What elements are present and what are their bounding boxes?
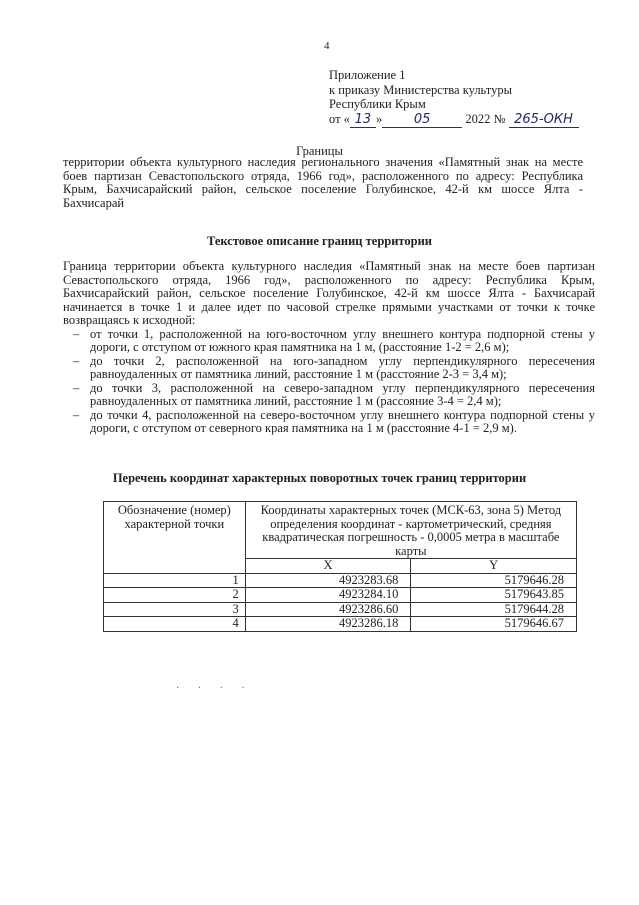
list-item — [63, 409, 595, 436]
header-y: Y — [411, 559, 577, 574]
point-number: 1 — [104, 573, 246, 588]
document-number: 265-ОКН — [509, 113, 579, 129]
description-block — [63, 260, 595, 436]
date-prefix: от « — [329, 111, 350, 126]
annex-line-2: к приказу Министерства культуры — [329, 82, 512, 97]
scan-marks-decoration: · · · · — [176, 683, 253, 694]
header-point-label: Обозначение (номер) характерной точки — [104, 502, 246, 574]
date-year-number: 2022 № — [465, 111, 506, 126]
list-item-text: до точки 2, расположенной на юго-западном углу перпендикулярного пересечения равноудаленных от памятника линий, расстояние 1 м (расстояние 2-3 = 3,4 м); — [90, 353, 595, 381]
coord-x: 4923286.60 — [245, 602, 411, 617]
header-coordinates-label: Координаты характерных точек (МСК-63, зона 5) Метод определения координат - картометрический, средняя квадратическая погрешность - 0,0005 метра в масштабе карты — [245, 502, 576, 559]
list-item-text: от точки 1, расположенной на юго-восточном углу внешнего контура подпорной стены у дороги, с отступом от южного края памятника на 1 м, (расстояние 1-2 = 2,6 м); — [90, 326, 595, 354]
annex-line-1: Приложение 1 — [329, 68, 406, 82]
list-item — [63, 355, 595, 382]
point-number: 2 — [104, 588, 246, 603]
list-item-text: до точки 4, расположенной на северо-восточном углу внешнего контура подпорной стены у дороги, с отступом от северного края памятника на 1 м (расстояние 4-1 = 2,9 м). — [90, 407, 595, 435]
annex-line-3: Республики Крым — [329, 97, 426, 111]
table-row — [104, 602, 577, 617]
table-row — [104, 588, 577, 603]
bullet-dash: – — [73, 380, 80, 395]
point-number: 3 — [104, 602, 246, 617]
section-title-coordinates: Перечень координат характерных поворотных точек границ территории — [112, 471, 527, 485]
bullet-dash: – — [73, 326, 80, 341]
annex-block — [329, 68, 579, 128]
heading-granitsy: Границы — [296, 144, 343, 158]
section-title-description: Текстовое описание границ территории — [206, 234, 433, 248]
list-item — [63, 382, 595, 409]
coord-x: 4923286.18 — [245, 617, 411, 632]
coordinates-table — [103, 501, 577, 632]
coord-y: 5179643.85 — [411, 588, 577, 603]
date-mid: » — [375, 111, 383, 126]
header-x: X — [245, 559, 411, 574]
coord-y: 5179646.28 — [411, 573, 577, 588]
coord-y: 5179646.67 — [411, 617, 577, 632]
bullet-dash: – — [73, 353, 80, 368]
description-paragraph: Граница территории объекта культурного наследия «Памятный знак на месте боев партизан Севастопольского отряда, 1966 год», расположенного по адресу: Республика Крым, Бахчисарайский район, сельское поселение Голубинское, 42-й км шоссе Ялта - Бахчисарай начинается в точке 1 и далее идет по часовой стрелке прямыми участками от точки к точке возвращаясь к исходной: — [63, 259, 595, 327]
coord-x: 4923283.68 — [245, 573, 411, 588]
coord-x: 4923284.10 — [245, 588, 411, 603]
page-number: 4 — [324, 40, 330, 52]
boundary-points-list — [63, 328, 595, 436]
coord-y: 5179644.28 — [411, 602, 577, 617]
table-row — [104, 573, 577, 588]
annex-date-line — [329, 112, 579, 129]
list-item — [63, 328, 595, 355]
table-header-row — [104, 502, 577, 559]
intro-paragraph: территории объекта культурного наследия регионального значения «Памятный знак на месте боев партизан Севастопольского отряда, 1966 год», расположенного по адресу: Республика Крым, Бахчисарайский район, сельское поселение Голубинское, 42-й км шоссе Ялта - Бахчисарай — [63, 155, 583, 210]
date-day: 13 — [350, 113, 376, 129]
bullet-dash: – — [73, 407, 80, 422]
point-number: 4 — [104, 617, 246, 632]
table-row — [104, 617, 577, 632]
list-item-text: до точки 3, расположенной на северо-западном углу перпендикулярного пересечения равноудаленных от памятника линий, расстояние 1 м (рассояние 3-4 = 2,4 м); — [90, 380, 595, 408]
date-month: 05 — [382, 113, 462, 129]
